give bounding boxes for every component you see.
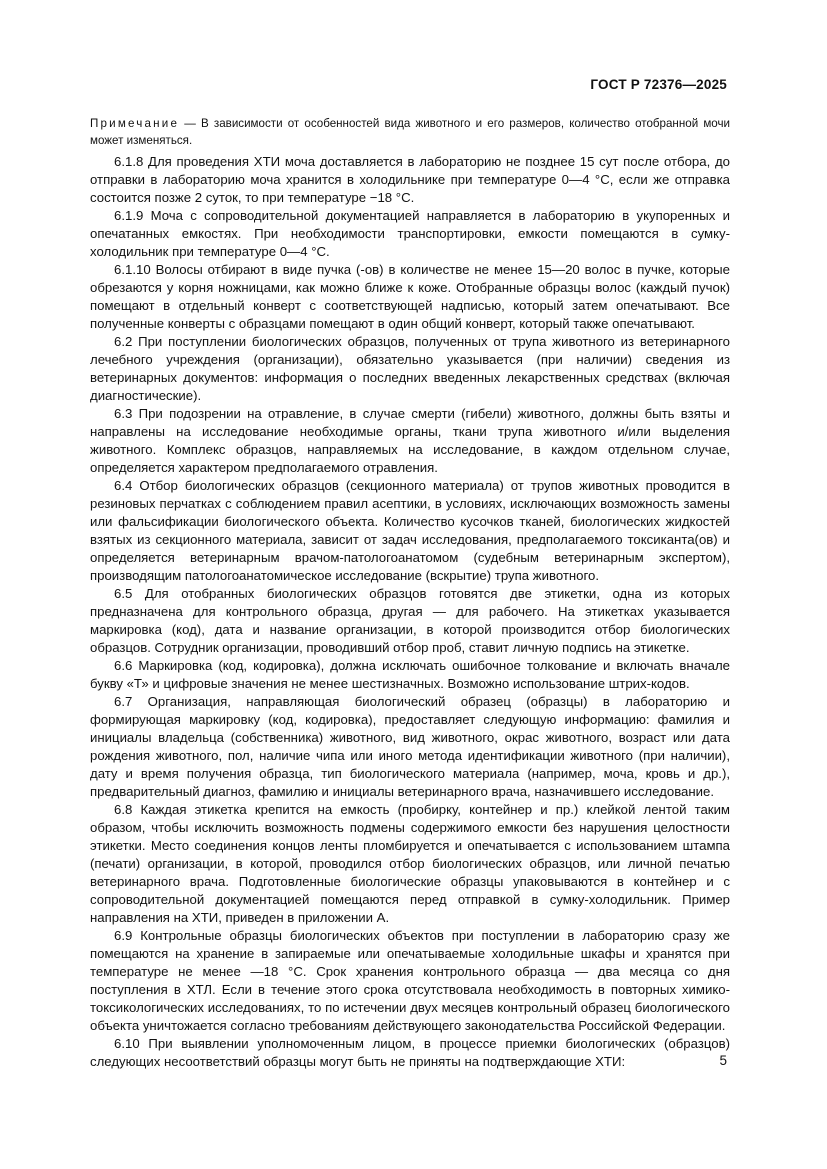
paragraph-6-1-10: 6.1.10 Волосы отбирают в виде пучка (-ов) в количестве не менее 15—20 волос в пучке, которые обрезаются у корня ножницами, как можно ближе к коже. Отобранные образцы волос (каждый пучок) помещают в отдельный конверт с соответствующей надписью, который затем опечатывают. Все полученные конверты с образцами помещают в один общий конверт, который также опечатывают.	[90, 262, 730, 331]
paragraph-6-3: 6.3 При подозрении на отравление, в случае смерти (гибели) животного, должны быть взяты и направлены на исследование необходимые органы, ткани трупа животного и/или выделения животного. Комплекс образцов, направляемых на исследование, в каждом отдельном случае, определяется характером предполагаемого отравления.	[90, 406, 730, 475]
note-block	[90, 115, 730, 149]
paragraph-6-1-9: 6.1.9 Моча с сопроводительной документацией направляется в лабораторию в укупоренных и опечатанных емкостях. При необходимости транспортировки, емкости помещаются в сумку-холодильник при температуре 0—4 °С.	[90, 208, 730, 259]
paragraph-6-6: 6.6 Маркировка (код, кодировка), должна исключать ошибочное толкование и включать вначале букву «Т» и цифровые значения не менее шестизначных. Возможно использование штрих-кодов.	[90, 658, 730, 691]
paragraph-6-1-8: 6.1.8 Для проведения ХТИ моча доставляется в лабораторию не позднее 15 сут после отбора, до отправки в лабораторию моча хранится в холодильнике при температуре 0—4 °С, если же отправка состоится позже 2 суток, то при температуре −18 °С.	[90, 154, 730, 205]
paragraph-6-8: 6.8 Каждая этикетка крепится на емкость (пробирку, контейнер и пр.) клейкой лентой таким образом, чтобы исключить возможность подмены содержимого емкости без нарушения целостности этикетки. Место соединения концов ленты пломбируется и опечатывается с использованием штампа (печати) организации, в которой, проводился отбор биологических образцов, или личной печатью ветеринарного врача. Подготовленные биологические образцы упаковываются в контейнер и с сопроводительной документацией помещаются перед отправкой в сумку-холодильник. Пример направления на ХТИ, приведен в приложении А.	[90, 802, 730, 925]
paragraph-6-10: 6.10 При выявлении уполномоченным лицом, в процессе приемки биологических (образцов) следующих несоответствий образцы могут быть не приняты на подтверждающие ХТИ:	[90, 1036, 730, 1069]
paragraph-6-9: 6.9 Контрольные образцы биологических объектов при поступлении в лабораторию сразу же помещаются на хранение в запираемые или опечатываемые холодильные шкафы и хранятся при температуре не менее —18 °С. Срок хранения контрольного образца — два месяца со дня поступления в ХТЛ. Если в течение этого срока отсутствовала необходимость в повторных химико-токсикологических исследованиях, то по истечении двух месяцев контрольный образец биологического объекта уничтожается согласно требованиям действующего законодательства Российской Федерации.	[90, 928, 730, 1033]
page-number: 5	[719, 1053, 727, 1068]
paragraph-6-4: 6.4 Отбор биологических образцов (секционного материала) от трупов животных проводится в резиновых перчатках с соблюдением правил асептики, в условиях, исключающих возможность замены или фальсификации биологического объекта. Количество кусочков тканей, биологических жидкостей взятых из секционного материала, зависит от задач исследования, предполагаемого токсиканта(ов) и определяется ветеринарным врачом-патологоанатомом (судебным ветеринарным экспертом), производящим патологоанатомическое исследование (вскрытие) трупа животного.	[90, 478, 730, 583]
note-text: — В зависимости от особенностей вида животного и его размеров, количество отобранной мочи может изменяться.	[90, 117, 730, 147]
paragraph-6-2: 6.2 При поступлении биологических образцов, полученных от трупа животного из ветеринарного лечебного учреждения (организации), обязательно указывается (при наличии) сведения из ветеринарных документов: информация о последних введенных лекарственных средствах (включая диагностические).	[90, 334, 730, 403]
document-header: ГОСТ Р 72376—2025	[590, 77, 727, 92]
note-label: Примечание	[90, 117, 180, 130]
document-body	[90, 153, 730, 1071]
paragraph-6-7: 6.7 Организация, направляющая биологический образец (образцы) в лабораторию и формирующая маркировку (код, кодировка), предоставляет следующую информацию: фамилия и инициалы владельца (собственника) животного, вид животного, окрас животного, возраст или дата рождения животного, пол, наличие чипа или иного метода идентификации животного (при наличии), дату и время получения образца, тип биологического материала (например, моча, кровь и др.), предварительный диагноз, фамилию и инициалы ветеринарного врача, назначившего исследование.	[90, 694, 730, 799]
paragraph-6-5: 6.5 Для отобранных биологических образцов готовятся две этикетки, одна из которых предназначена для контрольного образца, другая — для рабочего. На этикетках указывается маркировка (код), дата и название организации, в которой производится отбор биологических образцов. Сотрудник организации, проводивший отбор проб, ставит личную подпись на этикетке.	[90, 586, 730, 655]
